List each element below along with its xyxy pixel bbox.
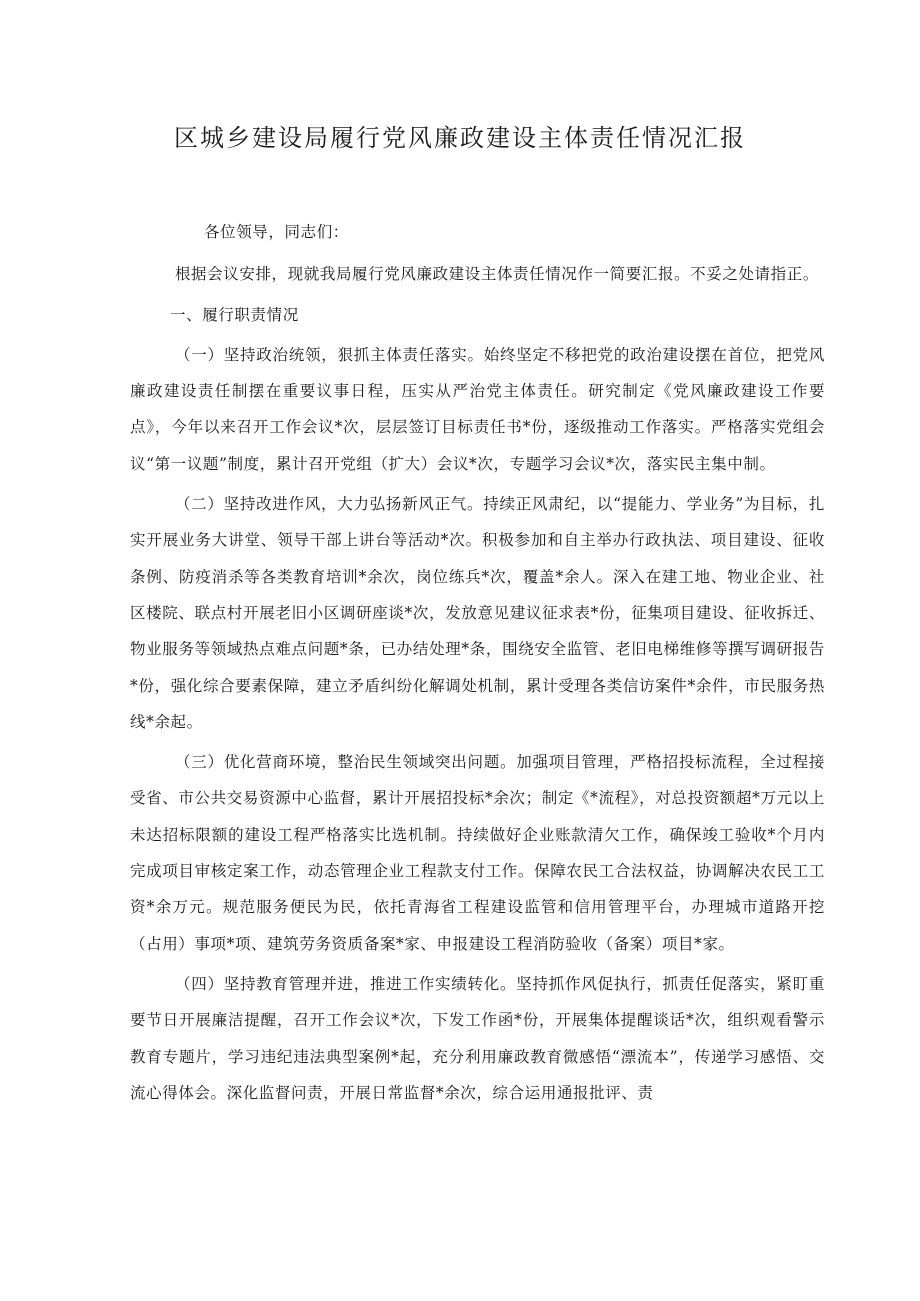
- salutation: 各位领导，同志们：: [204, 223, 349, 241]
- intro-paragraph: 根据会议安排，现就我局履行党风廉政建设主体责任情况作一简要汇报。不妥之处请指正。: [174, 265, 819, 284]
- paragraph-2: （二）坚持改进作风，大力弘扬新风正气。持续正风肃纪，以“提能力、学业务”为目标，扎实开展业务大讲堂、领导干部上讲台等活动*次。积极参加和自主举办行政执法、项目建设、征收条例、防疫消杀等各类教育培训*余次，岗位练兵*次，覆盖*余人。深入在建工地、物业企业、社区楼院、联点村开展老旧小区调研座谈*次，发放意见建议征求表*份，征集项目建设、征收拆迁、物业服务等领域热点难点问题*条，已办结处理*条，围绕安全监管、老旧电梯维修等撰写调研报告*份，强化综合要素保障，建立矛盾纠纷化解调处机制，累计受理各类信访案件*余件，市民服务热线*余起。: [130, 495, 825, 731]
- paragraph-1: （一）坚持政治统领，狠抓主体责任落实。始终坚定不移把党的政治建设摆在首位，把党风廉政建设责任制摆在重要议事日程，压实从严治党主体责任。研究制定《党风廉政建设工作要点》，今年以来召开工作会议*次，层层签订目标责任书*份，逐级推动工作落实。严格落实党组会议“第一议题”制度，累计召开党组（扩大）会议*次，专题学习会议*次，落实民主集中制。: [130, 345, 825, 473]
- section-heading: 一、履行职责情况: [170, 305, 299, 324]
- paragraph-4: （四）坚持教育管理并进，推进工作实绩转化。坚持抓作风促执行，抓责任促落实，紧盯重要节日开展廉洁提醒，召开工作会议*次，下发工作函*份，开展集体提醒谈话*次，组织观看警示教育专题片，学习违纪违法典型案例*起，充分利用廉政教育微感悟“漂流本”，传递学习感悟、交流心得体会。深化监督问责，开展日常监督*余次，综合运用通报批评、责: [130, 974, 825, 1102]
- paragraph-3: （三）优化营商环境，整治民生领域突出问题。加强项目管理，严格招投标流程，全过程接受省、市公共交易资源中心监督，累计开展招投标*余次；制定《*流程》，对总投资额超*万元以上未达招标限额的建设工程严格落实比选机制。持续做好企业账款清欠工作，确保竣工验收*个月内完成项目审核定案工作，动态管理企业工程款支付工作。保障农民工合法权益，协调解决农民工工资*余万元。规范服务便民为民，依托青海省工程建设监管和信用管理平台，办理城市道路开挖（占用）事项*项、建筑劳务资质备案*家、申报建设工程消防验收（备案）项目*家。: [130, 753, 825, 953]
- document-body: [130, 214, 825, 1111]
- document-title: 区城乡建设局履行党风廉政建设主体责任情况汇报: [174, 124, 746, 152]
